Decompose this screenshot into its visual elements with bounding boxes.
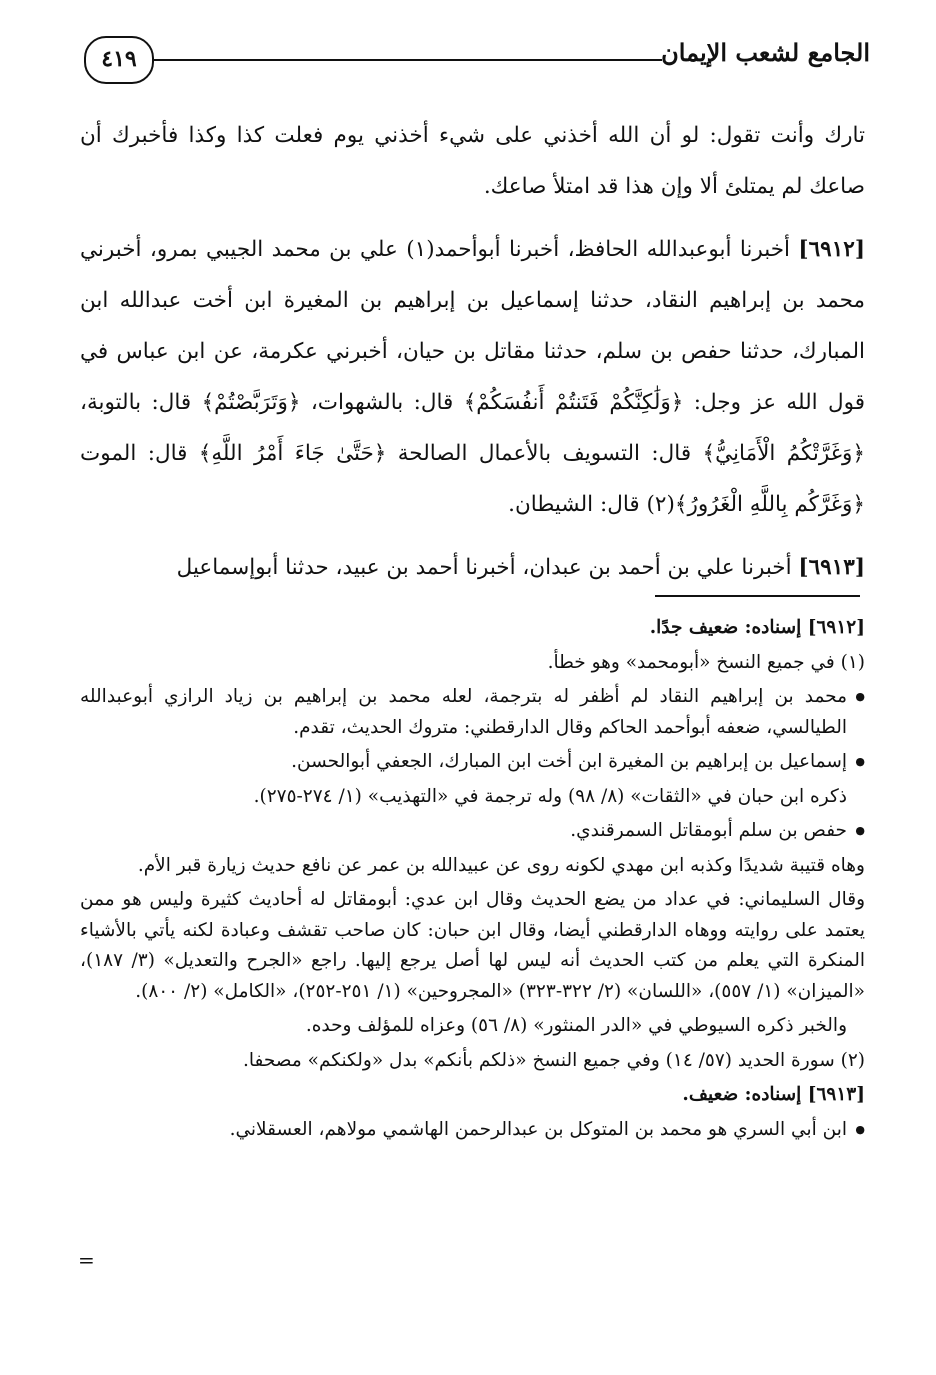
footnote-isnad: [٦٩١٢] إسناده: ضعيف جدًا. [649,617,865,638]
page-header [80,30,870,88]
hadith-6913 [80,542,865,593]
hadith-text: أخبرنا علي بن أحمد بن عبدان، أخبرنا أحمد بن عبيد، حدثنا أبوإسماعيل [176,555,792,580]
hadith-number: [٦٩١٣] [798,555,865,580]
footnote: (٢) سورة الحديد (٥٧/ ١٤) وفي جميع النسخ «ذلكم بأنكم» بدل «ولكنكم» مصحفا. [242,1049,865,1071]
footnote: ذكره ابن حبان في «الثقات» (٨/ ٩٨) وله ترجمة في «التهذيب» (١/ ٢٧٤-٢٧٥). [253,785,847,807]
header-rule [152,59,662,61]
hadith-6912 [80,224,865,530]
footnote: وقال السليماني: في عداد من يضع الحديث وقال ابن عدي: أبومقاتل له أحاديث كثيرة وليس هو ممن يعتمد على روايته ووهاه الدارقطني أيضا، وقال ابن حبان: كان صاحب تقشف وعبادة لكنه يأتي بالأشياء المنكرة التي يعلم من كتب الحديث أنه ليس لها أصل يرجع إليها. راجع «الجرح والتعديل» (٣/ ١٨٧)، «الميزان» (١/ ٥٥٧)، «اللسان» (٢/ ٣٢٢-٣٢٣) «المجروحين» (١/ ٢٥١-٢٥٢)، «الكامل» (٢/ ٨٠٠). [80,889,865,1002]
paragraph: تارك وأنت تقول: لو أن الله أخذني على شيء أخذني يوم فعلت كذا وكذا فأخبرك أن صاعك لم يمتلئ ألا وإن هذا قد امتلأ صاعك. [80,123,865,199]
footnote-divider [655,595,860,597]
continuation-mark: = [78,1248,95,1272]
footnote-isnad: [٦٩١٣] إسناده: ضعيف. [682,1084,865,1105]
footnote: والخبر ذكره السيوطي في «الدر المنثور» (٨/ ٥٦) وعزاه للمؤلف وحده. [305,1015,847,1036]
hadith-number: [٦٩١٢] [798,237,865,262]
footnote: وهاه قتيبة شديدًا وكذبه ابن مهدي لكونه روى عن عبيدالله بن عمر عن نافع حديث زيارة قبر الأم. [137,854,865,876]
footnote-bullet: ● محمد بن إبراهيم النقاد لم أظفر له بترجمة، لعله محمد بن إبراهيم بن زياد الرازي أبوعبدالله الطيالسي، ضعفه أبوأحمد الحاكم وقال الدارقطني: متروك الحديث، تقدم. [80,682,865,743]
footnote: (١) في جميع النسخ «أبومحمد» وهو خطأ. [547,651,865,673]
footnote-bullet: ● إسماعيل بن إبراهيم بن المغيرة ابن أخت ابن المبارك، الجعفي أبوالحسن. [80,747,865,778]
main-text [80,110,865,605]
footnotes [80,613,865,1149]
running-title: الجامع لشعب الإيمان [661,38,870,67]
footnote-bullet: ● ابن أبي السري هو محمد بن المتوكل بن عبدالرحمن الهاشمي مولاهم، العسقلاني. [80,1115,865,1146]
hadith-text: أخبرنا أبوعبدالله الحافظ، أخبرنا أبوأحمد(١) علي بن محمد الجيبي بمرو، أخبرني محمد بن إبراهيم النقاد، حدثنا إسماعيل بن إبراهيم بن المغيرة ابن أخت عبدالله ابن المبارك، حدثنا حفص بن سلم، حدثنا مقاتل بن حيان، أخبرني عكرمة، عن ابن عباس في قول الله عز وجل: ﴿وَلَٰكِنَّكُمْ فَتَنتُمْ أَنفُسَكُمْ﴾ قال: بالشهوات، ﴿وَتَرَبَّصْتُمْ﴾ قال: بالتوبة، ﴿وَغَرَّتْكُمُ الْأَمَانِيُّ﴾ قال: التسويف بالأعمال الصالحة ﴿حَتَّىٰ جَاءَ أَمْرُ اللَّهِ﴾ قال: الموت ﴿وَغَرَّكُم بِاللَّهِ الْغَرُورُ﴾(٢) قال: الشيطان. [80,237,865,517]
footnote-bullet: ● حفص بن سلم أبومقاتل السمرقندي. [80,816,865,847]
page-number: ٤١٩ [84,36,154,84]
